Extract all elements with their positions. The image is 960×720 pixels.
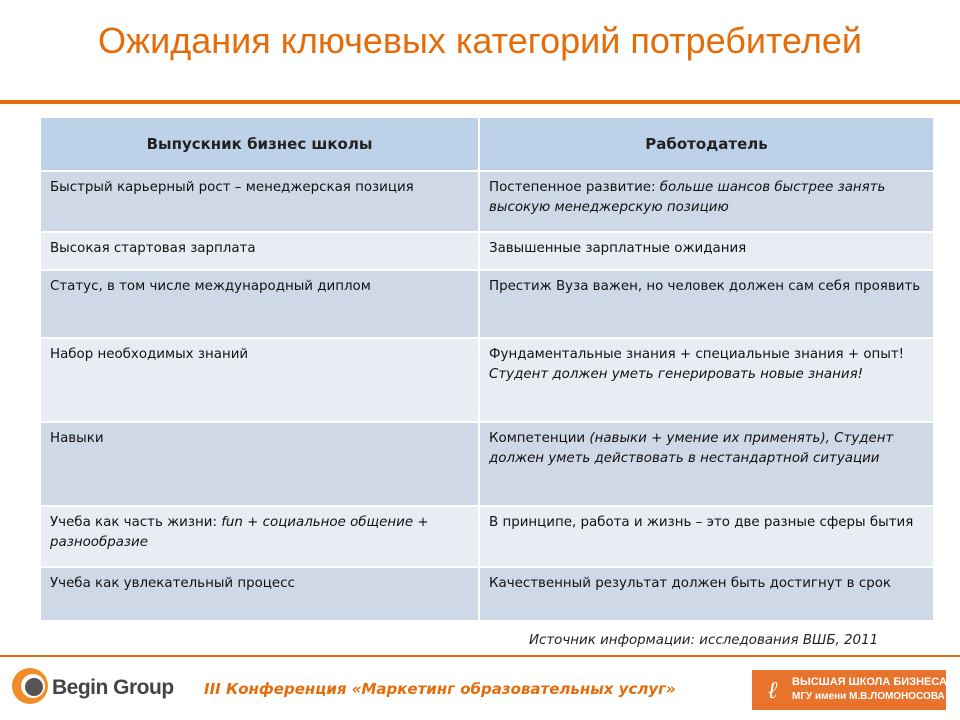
title-divider <box>0 100 960 104</box>
expectations-table <box>41 118 933 620</box>
employer-expectation-cell <box>479 506 933 567</box>
table-row <box>41 422 933 506</box>
text: Качественный результат должен быть достигнут в срок <box>489 576 891 591</box>
text: Учеба как часть жизни: <box>50 515 222 530</box>
employer-expectation-cell <box>479 270 933 338</box>
employer-expectation-cell <box>479 338 933 422</box>
footer-divider <box>0 655 960 657</box>
table-row <box>41 232 933 270</box>
italic-text: больше шансов быстрее занять высокую менеджерскую позицию <box>489 180 886 215</box>
header-employer: Работодатель <box>479 118 933 171</box>
graduate-expectation-cell: Быстрый карьерный рост – менеджерская позиция <box>41 171 479 232</box>
source-note: Источник информации: исследования ВШБ, 2011 <box>529 633 879 648</box>
table-header-row <box>41 118 933 171</box>
hsb-logo <box>752 670 946 710</box>
employer-expectation-cell <box>479 567 933 620</box>
text: Постепенное развитие: <box>489 180 660 195</box>
hsb-mark-icon: ℓ <box>767 675 779 704</box>
table-row <box>41 171 933 232</box>
employer-expectation-cell <box>479 232 933 270</box>
employer-expectation-cell <box>479 171 933 232</box>
text: Фундаментальные знания + специальные знания + опыт! <box>489 347 905 362</box>
begin-group-circle-icon <box>12 668 48 704</box>
graduate-expectation-cell: Набор необходимых знаний <box>41 338 479 422</box>
italic-text: Студент должен уметь генерировать новые знания! <box>489 367 863 382</box>
graduate-expectation-cell: Высокая стартовая зарплата <box>41 232 479 270</box>
text: Престиж Вуза важен, но человек должен сам себя проявить <box>489 279 921 294</box>
begin-group-wordmark: Begin Group <box>52 676 174 699</box>
graduate-expectation-cell: Учеба как увлекательный процесс <box>41 567 479 620</box>
employer-expectation-cell <box>479 422 933 506</box>
table-row <box>41 506 933 567</box>
conference-title: III Конференция «Маркетинг образовательных услуг» <box>204 680 676 698</box>
hsb-logo-line1: ВЫСШАЯ ШКОЛА БИЗНЕСА <box>792 676 947 688</box>
begin-group-logo <box>12 668 202 708</box>
table-row <box>41 567 933 620</box>
text: В принципе, работа и жизнь – это две разные сферы бытия <box>489 515 914 530</box>
header-graduate: Выпускник бизнес школы <box>41 118 479 171</box>
text: Завышенные зарплатные ожидания <box>489 241 747 256</box>
italic-text: fun + социальное общение + разнообразие <box>50 515 429 550</box>
graduate-expectation-cell: Статус, в том числе международный диплом <box>41 270 479 338</box>
table-row <box>41 338 933 422</box>
graduate-expectation-cell: Навыки <box>41 422 479 506</box>
page-title: Ожидания ключевых категорий потребителей <box>98 20 862 61</box>
italic-text: (навыки + умение их применять), Студент должен уметь действовать в нестандартной ситуации <box>489 431 894 466</box>
text: Компетенции <box>489 431 590 446</box>
table-row <box>41 270 933 338</box>
hsb-logo-line2: МГУ имени М.В.ЛОМОНОСОВА <box>792 691 945 702</box>
graduate-expectation-cell <box>41 506 479 567</box>
